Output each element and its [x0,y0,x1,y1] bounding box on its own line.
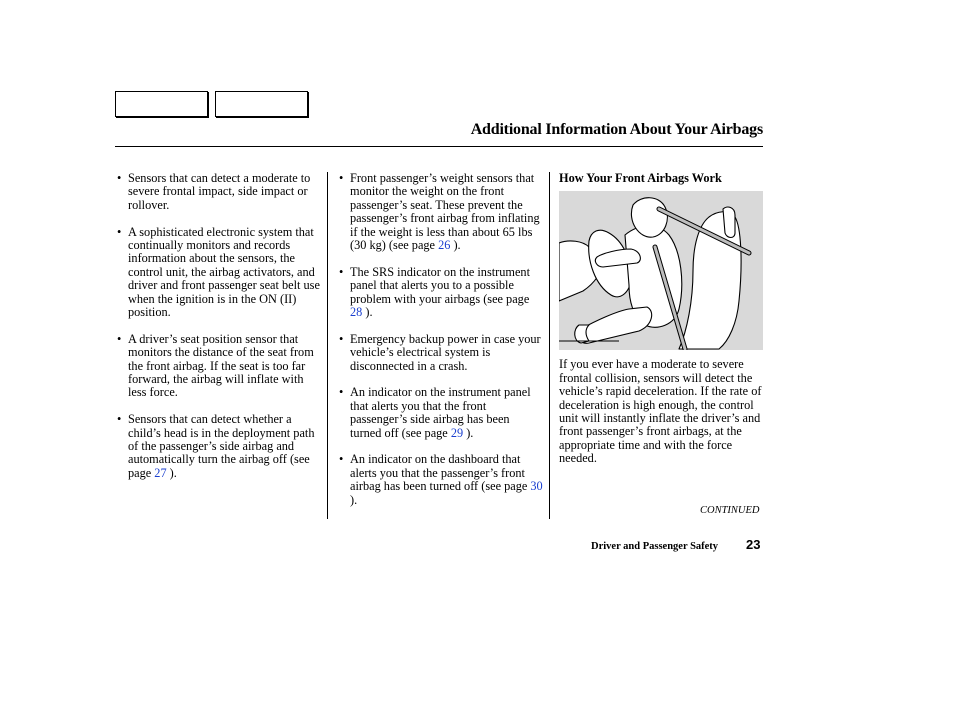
page-number: 23 [746,537,761,552]
title-divider [115,146,763,147]
list-item: • Front passenger’s weight sensors that monitor the weight on the front passenger’s seat. These prevent the passenger’s front airbag from inflating if the weight is less than about 65 lbs (30 kg) (see page 26 ). [339,172,544,252]
list-item: • An indicator on the dashboard that alerts you that the passenger’s front airbag has been turned off (see page 30 ). [339,453,544,507]
column-3 [559,172,764,466]
page-title: Additional Information About Your Airbags [470,121,763,138]
nav-tab-2[interactable] [215,91,308,117]
list-item: • A sophisticated electronic system that continually monitors and records information about the sensors, the control unit, the airbag activators, and driver and front passenger seat belt use when the ignition is in the ON (II) position. [117,226,322,320]
page-link[interactable]: 26 [438,238,451,253]
section-heading: How Your Front Airbags Work [559,171,722,185]
column-1 [117,172,322,494]
page-link[interactable]: 29 [450,425,464,440]
page-link[interactable]: 30 [530,479,543,494]
column-2 [339,172,544,520]
nav-tab-1[interactable] [115,91,208,117]
list-item: • Sensors that can detect whether a child’s head is in the deployment path of the passenger’s side airbag and automatically turn the airbag off (see page 27 ). [117,413,322,480]
footer-section-name: Driver and Passenger Safety [591,541,719,552]
airbag-illustration [559,191,763,350]
airbag-deployment-icon [559,191,763,350]
list-item: • An indicator on the instrument panel that alerts you that the front passenger’s side airbag has been turned off (see page 29 ). [339,386,544,440]
page-link[interactable]: 27 [154,465,167,480]
column-divider [549,172,550,519]
list-item: • Sensors that can detect a moderate to severe frontal impact, side impact or rollover. [117,172,322,212]
bullet-list [117,172,322,480]
bullet-list [339,172,544,507]
list-item: • The SRS indicator on the instrument panel that alerts you to a possible problem with your airbags (see page 28 ). [339,266,544,320]
body-text: If you ever have a moderate to severe frontal collision, sensors will detect the vehicle’s rapid deceleration. If the rate of deceleration is high enough, the control unit will instantly inflate the driver’s and front passenger’s front airbags, at the appropriate time and with the force needed. [559,357,762,466]
continued-label: CONTINUED [700,505,760,516]
list-item: • Emergency backup power in case your vehicle’s electrical system is disconnected in a crash. [339,333,544,373]
list-item: • A driver’s seat position sensor that monitors the distance of the seat from the front airbag. If the seat is too far forward, the airbag will inflate with less force. [117,333,322,400]
column-divider [327,172,328,519]
page-link[interactable]: 28 [350,305,363,320]
